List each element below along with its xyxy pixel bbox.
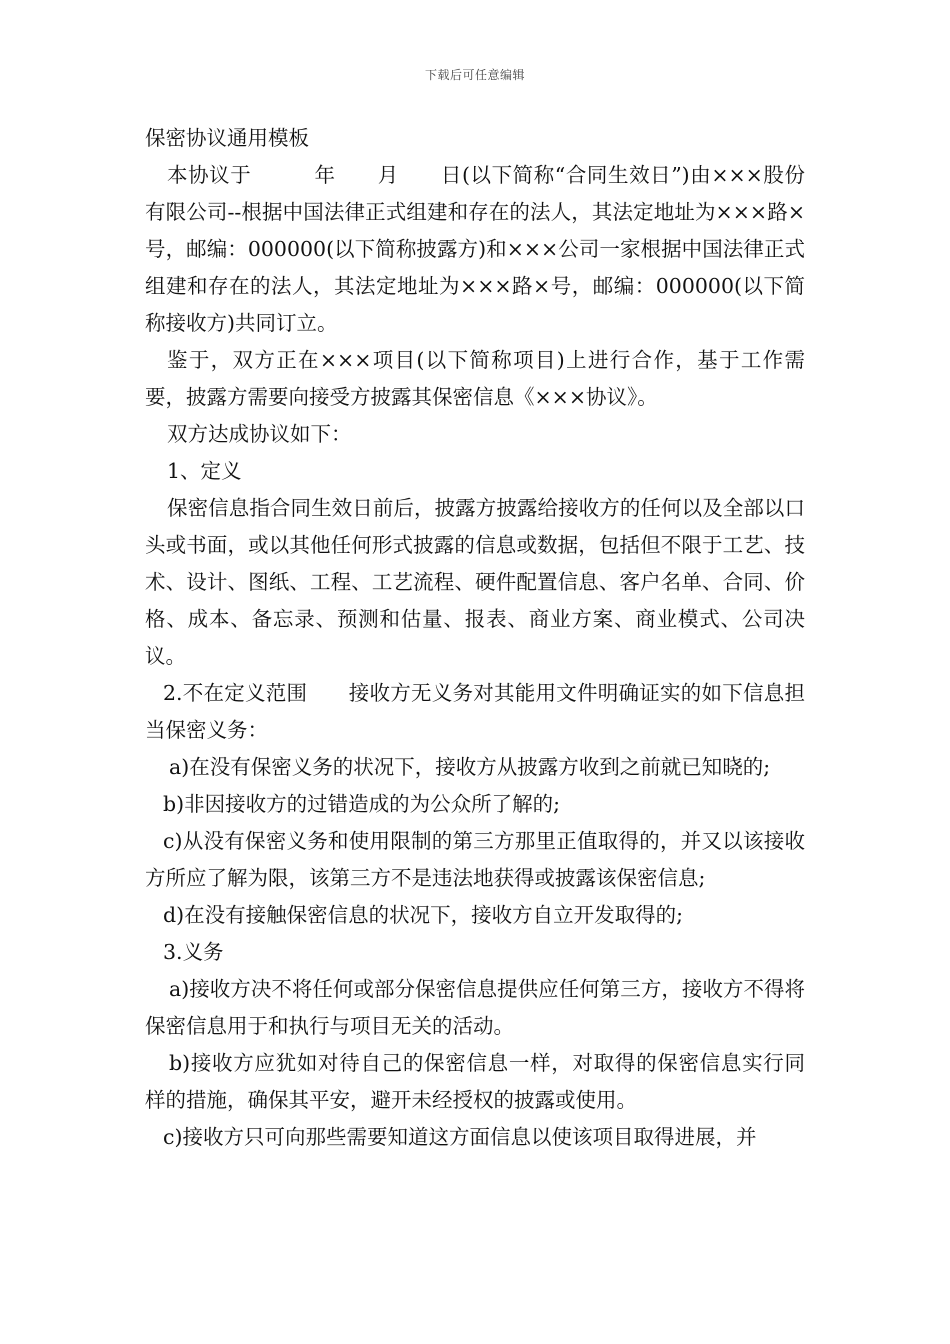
paragraph-obligation-c: c)接收方只可向那些需要知道这方面信息以使该项目取得进展，并	[163, 1125, 757, 1149]
paragraph-exclusion-a: a)在没有保密义务的状况下，接收方从披露方收到之前就已知晓的;	[169, 755, 771, 779]
paragraph-exclusion-c: c)从没有保密义务和使用限制的第三方那里正值取得的，并又以该接收方所应了解为限，该第三方不是违法地获得或披露该保密信息;	[145, 829, 805, 890]
document-body	[145, 120, 805, 1156]
page-header-note: 下载后可任意编辑	[424, 68, 525, 82]
paragraph-exclusion-b: b)非因接收方的过错造成的为公众所了解的;	[163, 792, 561, 816]
paragraph-whereas: 鉴于，双方正在×××项目(以下简称项目)上进行合作，基于工作需要，披露方需要向接受方披露其保密信息《×××协议》。	[145, 348, 805, 409]
section-heading-exclusions: 2.不在定义范围 接收方无义务对其能用文件明确证实的如下信息担当保密义务：	[145, 681, 805, 742]
paragraph-obligation-b: b)接收方应犹如对待自己的保密信息一样，对取得的保密信息实行同样的措施，确保其平安，避开未经授权的披露或使用。	[145, 1051, 805, 1112]
paragraph-definition: 保密信息指合同生效日前后，披露方披露给接收方的任何以及全部以口头或书面，或以其他任何形式披露的信息或数据，包括但不限于工艺、技术、设计、图纸、工程、工艺流程、硬件配置信息、客户名单、合同、价格、成本、备忘录、预测和估量、报表、商业方案、商业模式、公司决议。	[145, 496, 805, 668]
section-heading-obligations: 3.义务	[163, 940, 224, 964]
paragraph-agreement-intro: 双方达成协议如下：	[167, 422, 352, 446]
paragraph-obligation-a: a)接收方决不将任何或部分保密信息提供应任何第三方，接收方不得将保密信息用于和执行与项目无关的活动。	[145, 977, 805, 1038]
paragraph-preamble: 本协议于 年 月 日(以下简称“合同生效日”)由×××股份有限公司--根据中国法律正式组建和存在的法人，其法定地址为×××路×号，邮编：000000(以下简称披露方)和×××公司一家根据中国法律正式组建和存在的法人，其法定地址为×××路×号，邮编：000000(以下简称接收方)共同订立。	[145, 163, 805, 335]
paragraph-exclusion-d: d)在没有接触保密信息的状况下，接收方自立开发取得的;	[163, 903, 684, 927]
document-title: 保密协议通用模板	[145, 126, 309, 150]
section-heading-definition: 1、定义	[167, 459, 242, 483]
